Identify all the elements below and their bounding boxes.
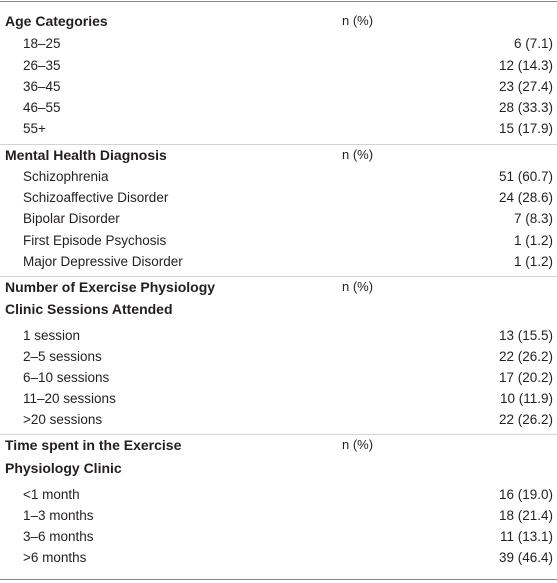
- row-label: <1 month: [23, 487, 80, 502]
- row-label: Schizophrenia: [23, 169, 109, 184]
- row-value: 1 (1.2): [513, 233, 553, 248]
- row-value: 39 (46.4): [498, 550, 553, 565]
- row-label: >6 months: [23, 550, 87, 565]
- row-label: Schizoaffective Disorder: [23, 190, 169, 205]
- row-value: 51 (60.7): [498, 169, 553, 184]
- row-value: 22 (26.2): [498, 349, 553, 364]
- column-header-n-percent: n (%): [342, 437, 374, 452]
- row-label: 11–20 sessions: [23, 391, 116, 406]
- section-header-age: [0, 10, 557, 32]
- section-title-sessions: Number of Exercise Physiology: [5, 279, 216, 295]
- table-row: [0, 230, 557, 252]
- row-label: 1 session: [23, 328, 81, 343]
- section-header-sessions-line2: [0, 298, 557, 320]
- row-value: 10 (11.9): [499, 391, 553, 406]
- table-row: [0, 484, 557, 506]
- table-row: [0, 55, 557, 77]
- table-row: [0, 367, 557, 389]
- row-label: 3–6 months: [23, 529, 94, 544]
- row-label: 1–3 months: [23, 508, 94, 523]
- section-title-age: Age Categories: [5, 13, 108, 29]
- section-header-sessions: [0, 276, 557, 298]
- row-value: 16 (19.0): [498, 487, 553, 502]
- table-row: [0, 547, 557, 569]
- table-row: [0, 409, 557, 431]
- table-row: [0, 76, 557, 98]
- row-value: 17 (20.2): [498, 370, 553, 385]
- table-bottom-rule: [0, 579, 557, 580]
- table-row: [0, 33, 557, 55]
- section-header-time-spent: [0, 434, 557, 456]
- section-header-diagnosis: [0, 144, 557, 166]
- section-title-time-spent: Time spent in the Exercise: [5, 437, 182, 453]
- row-value: 18 (21.4): [498, 508, 553, 523]
- row-label: 2–5 sessions: [23, 349, 102, 364]
- row-value: 7 (8.3): [513, 211, 553, 226]
- section-title-sessions-continued: Clinic Sessions Attended: [5, 301, 173, 317]
- row-label: 36–45: [23, 79, 61, 94]
- row-label: 18–25: [23, 36, 61, 51]
- row-value: 23 (27.4): [498, 79, 553, 94]
- row-value: 6 (7.1): [513, 36, 553, 51]
- column-header-n-percent: n (%): [342, 13, 374, 28]
- row-value: 15 (17.9): [498, 121, 553, 136]
- row-label: 26–35: [23, 58, 61, 73]
- table-row: [0, 251, 557, 273]
- section-header-time-spent-line2: [0, 457, 557, 479]
- row-value: 28 (33.3): [498, 100, 553, 115]
- table-row: [0, 388, 557, 410]
- table-row: [0, 166, 557, 188]
- row-value: 22 (26.2): [498, 412, 553, 427]
- row-value: 1 (1.2): [513, 254, 553, 269]
- table-row: [0, 187, 557, 209]
- table-row: [0, 526, 557, 548]
- table-row: [0, 346, 557, 368]
- table-row: [0, 325, 557, 347]
- row-label: 46–55: [23, 100, 61, 115]
- table-top-rule: [0, 1, 557, 2]
- row-label: Bipolar Disorder: [23, 211, 120, 226]
- row-value: 24 (28.6): [498, 190, 553, 205]
- row-label: 6–10 sessions: [23, 370, 110, 385]
- table-row: [0, 97, 557, 119]
- column-header-n-percent: n (%): [342, 147, 374, 162]
- row-value: 12 (14.3): [498, 58, 553, 73]
- row-value: 11 (13.1): [499, 529, 553, 544]
- table-row: [0, 118, 557, 140]
- row-label: 55+: [23, 121, 46, 136]
- row-label: >20 sessions: [23, 412, 103, 427]
- table-row: [0, 208, 557, 230]
- row-value: 13 (15.5): [498, 328, 553, 343]
- row-label: Major Depressive Disorder: [23, 254, 183, 269]
- row-label: First Episode Psychosis: [23, 233, 167, 248]
- section-title-time-spent-continued: Physiology Clinic: [5, 460, 122, 476]
- table-row: [0, 505, 557, 527]
- section-title-diagnosis: Mental Health Diagnosis: [5, 147, 167, 163]
- column-header-n-percent: n (%): [342, 279, 374, 294]
